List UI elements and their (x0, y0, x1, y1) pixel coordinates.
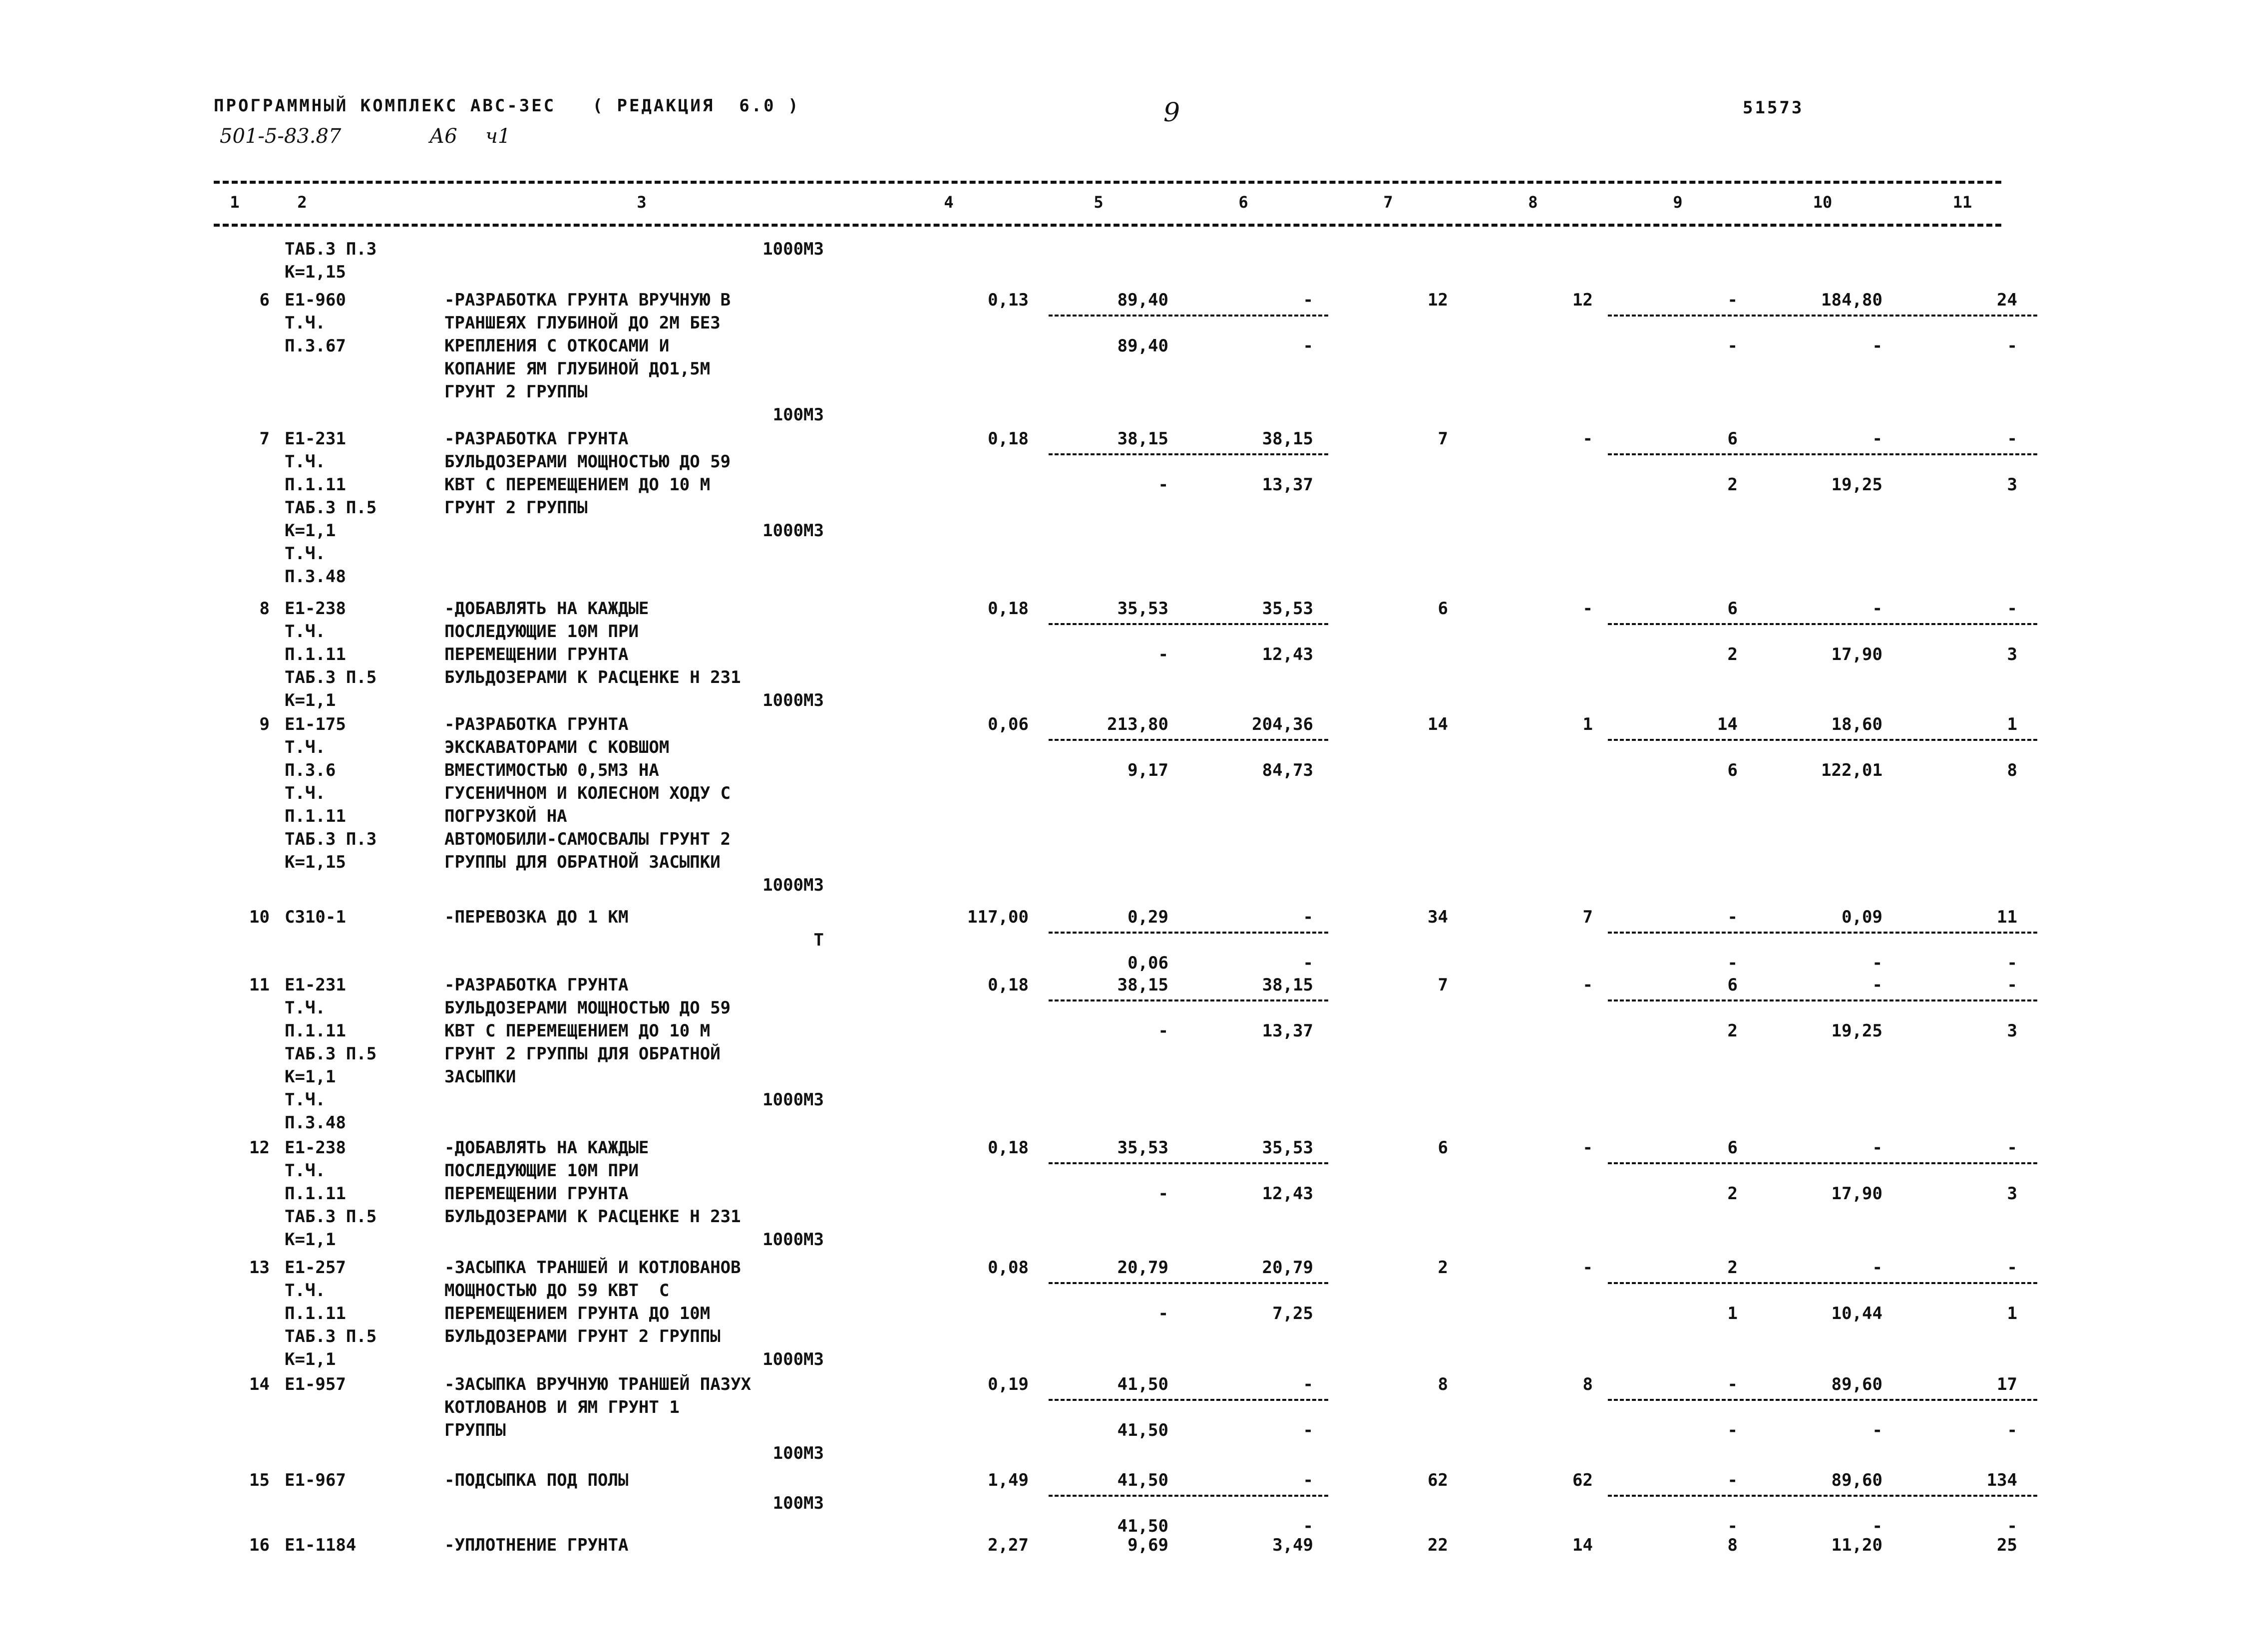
row-description-line: -РАЗРАБОТКА ГРУНТА ВРУЧНУЮ В (444, 290, 731, 310)
value-c10a: - (1872, 1258, 1882, 1278)
row-description-line: БУЛЬДОЗЕРАМИ К РАСЦЕНКЕ Н 231 (444, 1207, 741, 1227)
row-description-line: ЭКСКАВАТОРАМИ С КОВШОМ (444, 737, 670, 757)
row-code-line: К=1,15 (285, 852, 346, 872)
value-c6b: 7,25 (1272, 1304, 1313, 1323)
value-c6b: 12,43 (1262, 1184, 1313, 1204)
row-description-line: -ДОБАВЛЯТЬ НА КАЖДЫЕ (444, 1138, 649, 1158)
column-number-1: 1 (230, 193, 240, 212)
row-number: 6 (259, 290, 270, 310)
value-c10a: - (1872, 975, 1882, 995)
value-c10a: - (1872, 429, 1882, 449)
value-c5a: 20,79 (1117, 1258, 1168, 1278)
row-divider (1049, 1495, 1328, 1497)
row-divider (1608, 453, 2037, 455)
value-c11b: - (2007, 1516, 2017, 1536)
row-code-line: Т.Ч. (285, 313, 326, 333)
value-c5a: 38,15 (1117, 975, 1168, 995)
value-c5b: 41,50 (1117, 1516, 1168, 1536)
value-c5b: - (1158, 1304, 1168, 1323)
row-divider (1608, 739, 2037, 741)
value-c8: 14 (1572, 1535, 1593, 1555)
row-unit: 100М3 (772, 1493, 824, 1513)
value-c10b: - (1872, 1420, 1882, 1440)
value-c5b: - (1158, 475, 1168, 495)
value-c7: 14 (1428, 714, 1448, 734)
value-c6a: 38,15 (1262, 429, 1313, 449)
row-description-line: ПЕРЕМЕЩЕНИИ ГРУНТА (444, 645, 629, 664)
value-c7: 2 (1438, 1258, 1448, 1278)
carryover-code-line-1: ТАБ.3 П.3 (285, 239, 377, 259)
value-c4: 2,27 (988, 1535, 1029, 1555)
row-description-line: -ПЕРЕВОЗКА ДО 1 КМ (444, 907, 629, 927)
row-number: 16 (249, 1535, 270, 1555)
value-c5a: 35,53 (1117, 1138, 1168, 1158)
row-code-line: Е1-967 (285, 1470, 346, 1490)
value-c4: 0,13 (988, 290, 1029, 310)
row-code-line: ТАБ.3 П.5 (285, 667, 377, 687)
value-c9b: - (1727, 1420, 1738, 1440)
value-c9a: 8 (1727, 1535, 1738, 1555)
row-description-line: ГУСЕНИЧНОМ И КОЛЕСНОМ ХОДУ С (444, 783, 731, 803)
value-c6a: 204,36 (1252, 714, 1313, 734)
value-c7: 22 (1428, 1535, 1448, 1555)
value-c9a: 14 (1717, 714, 1738, 734)
value-c7: 12 (1428, 290, 1448, 310)
carryover-code-line-2: К=1,15 (285, 262, 346, 282)
row-description-line: ГРУНТ 2 ГРУППЫ (444, 498, 588, 518)
row-description-line: БУЛЬДОЗЕРАМИ МОЩНОСТЬЮ ДО 59 (444, 998, 731, 1018)
row-divider (1049, 1282, 1328, 1284)
value-c5b: - (1158, 645, 1168, 664)
row-description-line: -ПОДСЫПКА ПОД ПОЛЫ (444, 1470, 629, 1490)
value-c11a: 1 (2007, 714, 2017, 734)
value-c9a: - (1727, 1374, 1738, 1394)
value-c7: 62 (1428, 1470, 1448, 1490)
row-code-line: Е1-231 (285, 429, 346, 449)
value-c6a: - (1303, 1374, 1313, 1394)
value-c11b: 3 (2007, 475, 2017, 495)
row-description-line: ВМЕСТИМОСТЬЮ 0,5М3 НА (444, 760, 659, 780)
row-divider (1608, 1399, 2037, 1401)
document-number: 51573 (1743, 98, 1804, 118)
row-code-line: К=1,1 (285, 1349, 336, 1369)
value-c4: 0,08 (988, 1258, 1029, 1278)
row-description-line: -ЗАСЫПКА ВРУЧНУЮ ТРАНШЕЙ ПАЗУХ (444, 1374, 751, 1394)
value-c6b: - (1303, 953, 1313, 973)
column-number-4: 4 (944, 193, 954, 212)
row-description-line: БУЛЬДОЗЕРАМИ МОЩНОСТЬЮ ДО 59 (444, 452, 731, 472)
row-unit: 1000М3 (762, 690, 824, 710)
value-c11b: 8 (2007, 760, 2017, 780)
row-description-line: АВТОМОБИЛИ-САМОСВАЛЫ ГРУНТ 2 (444, 829, 731, 849)
column-number-5: 5 (1094, 193, 1104, 212)
row-code-line: П.1.11 (285, 1304, 346, 1323)
value-c4: 0,18 (988, 429, 1029, 449)
row-code-line: Т.Ч. (285, 1090, 326, 1110)
row-number: 13 (249, 1258, 270, 1278)
row-description-line: -РАЗРАБОТКА ГРУНТА (444, 714, 629, 734)
row-code-line: ТАБ.3 П.5 (285, 498, 377, 518)
row-description-line: БУЛЬДОЗЕРАМИ ГРУНТ 2 ГРУППЫ (444, 1326, 721, 1346)
value-c11a: 11 (1997, 907, 2017, 927)
row-divider (1049, 1399, 1328, 1401)
value-c10b: - (1872, 336, 1882, 356)
row-description-line: ГРУНТ 2 ГРУППЫ (444, 382, 588, 402)
album-label: А6 (429, 125, 457, 148)
row-code-line: Т.Ч. (285, 1161, 326, 1181)
value-c5b: 41,50 (1117, 1420, 1168, 1440)
row-description-line: МОЩНОСТЬЮ ДО 59 КВТ С (444, 1281, 670, 1301)
column-number-6: 6 (1238, 193, 1248, 212)
value-c11a: 134 (1986, 1470, 2017, 1490)
row-number: 9 (259, 714, 270, 734)
row-code-line: Е1-175 (285, 714, 346, 734)
row-unit: 1000М3 (762, 1230, 824, 1250)
row-code-line: С310-1 (285, 907, 346, 927)
value-c10a: 0,09 (1842, 907, 1882, 927)
value-c8: - (1582, 1138, 1593, 1158)
value-c11b: 3 (2007, 1021, 2017, 1041)
value-c10b: 19,25 (1831, 475, 1882, 495)
value-c11b: 3 (2007, 645, 2017, 664)
value-c9a: - (1727, 907, 1738, 927)
row-code-line: Т.Ч. (285, 783, 326, 803)
value-c9a: - (1727, 1470, 1738, 1490)
value-c5a: 38,15 (1117, 429, 1168, 449)
value-c6b: 84,73 (1262, 760, 1313, 780)
value-c4: 0,18 (988, 1138, 1029, 1158)
value-c9b: 2 (1727, 1021, 1738, 1041)
row-description-line: КОТЛОВАНОВ И ЯМ ГРУНТ 1 (444, 1397, 680, 1417)
value-c6b: - (1303, 1516, 1313, 1536)
row-code-line: П.1.11 (285, 1184, 346, 1204)
value-c11b: - (2007, 336, 2017, 356)
value-c10b: 17,90 (1831, 1184, 1882, 1204)
row-description-line: ГРУППЫ ДЛЯ ОБРАТНОЙ ЗАСЫПКИ (444, 852, 721, 872)
album-suffix: ч1 (485, 125, 511, 148)
value-c5a: 41,50 (1117, 1470, 1168, 1490)
value-c5b: 89,40 (1117, 336, 1168, 356)
value-c10a: 11,20 (1831, 1535, 1882, 1555)
row-code-line: Т.Ч. (285, 1281, 326, 1301)
value-c10a: 89,60 (1831, 1470, 1882, 1490)
row-code-line: Е1-238 (285, 599, 346, 619)
column-number-8: 8 (1528, 193, 1538, 212)
value-c11b: - (2007, 1420, 2017, 1440)
row-code-line: ТАБ.3 П.5 (285, 1326, 377, 1346)
value-c11a: 25 (1997, 1535, 2017, 1555)
row-divider (1049, 1162, 1328, 1164)
row-description-line: ТРАНШЕЯХ ГЛУБИНОЙ ДО 2М БЕЗ (444, 313, 721, 333)
value-c9b: - (1727, 336, 1738, 356)
value-c10a: 184,80 (1821, 290, 1882, 310)
value-c6b: - (1303, 336, 1313, 356)
value-c11a: - (2007, 429, 2017, 449)
row-code-line: Е1-257 (285, 1258, 346, 1278)
row-description-line: КВТ С ПЕРЕМЕЩЕНИЕМ ДО 10 М (444, 1021, 711, 1041)
row-description-line: ГРУНТ 2 ГРУППЫ ДЛЯ ОБРАТНОЙ (444, 1044, 721, 1064)
row-code-line: К=1,1 (285, 690, 336, 710)
row-code-line: Т.Ч. (285, 622, 326, 642)
value-c4: 0,18 (988, 599, 1029, 619)
value-c4: 0,19 (988, 1374, 1029, 1394)
row-description-line: ЗАСЫПКИ (444, 1067, 516, 1087)
value-c10b: 10,44 (1831, 1304, 1882, 1323)
column-number-2: 2 (297, 193, 307, 212)
value-c6a: 20,79 (1262, 1258, 1313, 1278)
value-c8: 62 (1572, 1470, 1593, 1490)
value-c7: 8 (1438, 1374, 1448, 1394)
row-unit: Т (813, 930, 824, 950)
row-divider (1608, 1282, 2037, 1284)
row-code-line: К=1,1 (285, 521, 336, 541)
value-c11a: 24 (1997, 290, 2017, 310)
carryover-unit: 1000М3 (762, 239, 824, 259)
value-c10b: - (1872, 1516, 1882, 1536)
row-code-line: ТАБ.3 П.3 (285, 829, 377, 849)
row-code-line: П.3.48 (285, 567, 346, 587)
row-description-line: ПОГРУЗКОЙ НА (444, 806, 567, 826)
row-description-line: ГРУППЫ (444, 1420, 506, 1440)
row-code-line: ТАБ.3 П.5 (285, 1207, 377, 1227)
row-divider (1608, 1495, 2037, 1497)
value-c5b: 0,06 (1127, 953, 1168, 973)
value-c9b: - (1727, 1516, 1738, 1536)
value-c7: 7 (1438, 429, 1448, 449)
row-number: 12 (249, 1138, 270, 1158)
value-c8: - (1582, 429, 1593, 449)
value-c8: - (1582, 1258, 1593, 1278)
value-c10b: - (1872, 953, 1882, 973)
value-c11b: 3 (2007, 1184, 2017, 1204)
value-c9a: 6 (1727, 1138, 1738, 1158)
row-number: 14 (249, 1374, 270, 1394)
row-unit: 100М3 (772, 405, 824, 425)
row-code-line: П.1.11 (285, 806, 346, 826)
column-number-9: 9 (1673, 193, 1683, 212)
column-number-7: 7 (1383, 193, 1393, 212)
value-c6a: 35,53 (1262, 1138, 1313, 1158)
row-code-line: Е1-957 (285, 1374, 346, 1394)
row-code-line: П.1.11 (285, 645, 346, 664)
page-number: 9 (1163, 98, 1180, 128)
row-number: 15 (249, 1470, 270, 1490)
value-c9b: 2 (1727, 645, 1738, 664)
value-c9b: 2 (1727, 1184, 1738, 1204)
value-c5b: - (1158, 1021, 1168, 1041)
header-rule-bottom (214, 224, 2001, 227)
row-divider (1049, 739, 1328, 741)
row-divider (1608, 932, 2037, 934)
value-c8: 1 (1582, 714, 1593, 734)
value-c8: - (1582, 975, 1593, 995)
row-number: 7 (259, 429, 270, 449)
row-code-line: П.1.11 (285, 475, 346, 495)
row-number: 8 (259, 599, 270, 619)
value-c9a: - (1727, 290, 1738, 310)
value-c9a: 2 (1727, 1258, 1738, 1278)
value-c6a: 38,15 (1262, 975, 1313, 995)
row-unit: 1000М3 (762, 1090, 824, 1110)
value-c10a: - (1872, 599, 1882, 619)
row-code-line: П.3.6 (285, 760, 336, 780)
column-number-3: 3 (637, 193, 647, 212)
value-c9b: 1 (1727, 1304, 1738, 1323)
row-code-line: Т.Ч. (285, 452, 326, 472)
value-c9a: 6 (1727, 975, 1738, 995)
value-c10a: - (1872, 1138, 1882, 1158)
row-description-line: КРЕПЛЕНИЯ С ОТКОСАМИ И (444, 336, 670, 356)
row-description-line: КВТ С ПЕРЕМЕЩЕНИЕМ ДО 10 М (444, 475, 711, 495)
value-c5b: 9,17 (1127, 760, 1168, 780)
value-c11a: 17 (1997, 1374, 2017, 1394)
value-c9b: 6 (1727, 760, 1738, 780)
row-divider (1049, 315, 1328, 317)
row-description-line: -УПЛОТНЕНИЕ ГРУНТА (444, 1535, 629, 1555)
row-code-line: П.3.67 (285, 336, 346, 356)
row-divider (1049, 623, 1328, 625)
row-description-line: ПЕРЕМЕЩЕНИЕМ ГРУНТА ДО 10М (444, 1304, 711, 1323)
value-c8: 7 (1582, 907, 1593, 927)
value-c6a: - (1303, 1470, 1313, 1490)
value-c11a: - (2007, 975, 2017, 995)
value-c4: 1,49 (988, 1470, 1029, 1490)
value-c6a: - (1303, 907, 1313, 927)
row-description-line: -РАЗРАБОТКА ГРУНТА (444, 975, 629, 995)
value-c10a: 18,60 (1831, 714, 1882, 734)
program-title: ПРОГРАММНЫЙ КОМПЛЕКС АВС-ЗЕС ( РЕДАКЦИЯ 6.0 ) (214, 96, 800, 116)
row-description-line: -ДОБАВЛЯТЬ НА КАЖДЫЕ (444, 599, 649, 619)
row-number: 11 (249, 975, 270, 995)
row-code-line: Е1-231 (285, 975, 346, 995)
value-c9b: - (1727, 953, 1738, 973)
column-number-11: 11 (1952, 193, 1972, 212)
value-c5a: 89,40 (1117, 290, 1168, 310)
value-c5a: 9,69 (1127, 1535, 1168, 1555)
row-code-line: Е1-1184 (285, 1535, 357, 1555)
value-c4: 0,06 (988, 714, 1029, 734)
value-c9b: 2 (1727, 475, 1738, 495)
row-divider (1049, 453, 1328, 455)
value-c11b: - (2007, 953, 2017, 973)
value-c5a: 0,29 (1127, 907, 1168, 927)
project-code: 501-5-83.87 (220, 125, 342, 148)
row-unit: 1000М3 (762, 875, 824, 895)
value-c7: 34 (1428, 907, 1448, 927)
row-description-line: КОПАНИЕ ЯМ ГЛУБИНОЙ ДО1,5М (444, 359, 711, 379)
row-code-line: Е1-960 (285, 290, 346, 310)
row-unit: 1000М3 (762, 1349, 824, 1369)
value-c8: - (1582, 599, 1593, 619)
row-divider (1049, 932, 1328, 934)
row-description-line: ПОСЛЕДУЮЩИЕ 10М ПРИ (444, 1161, 639, 1181)
row-divider (1608, 623, 2037, 625)
row-divider (1608, 1162, 2037, 1164)
row-code-line: П.3.48 (285, 1113, 346, 1133)
row-description-line: -ЗАСЫПКА ТРАНШЕЙ И КОТЛОВАНОВ (444, 1258, 741, 1278)
value-c4: 117,00 (967, 907, 1029, 927)
value-c10b: 17,90 (1831, 645, 1882, 664)
value-c11a: - (2007, 1258, 2017, 1278)
row-divider (1049, 999, 1328, 1001)
header-rule-top (214, 181, 2001, 184)
value-c8: 12 (1572, 290, 1593, 310)
value-c6b: 13,37 (1262, 1021, 1313, 1041)
value-c9a: 6 (1727, 429, 1738, 449)
row-code-line: Т.Ч. (285, 544, 326, 564)
value-c5a: 35,53 (1117, 599, 1168, 619)
row-unit: 1000М3 (762, 521, 824, 541)
value-c4: 0,18 (988, 975, 1029, 995)
row-code-line: К=1,1 (285, 1230, 336, 1250)
value-c11a: - (2007, 599, 2017, 619)
value-c10b: 19,25 (1831, 1021, 1882, 1041)
value-c6a: 3,49 (1272, 1535, 1313, 1555)
row-code-line: Е1-238 (285, 1138, 346, 1158)
column-number-10: 10 (1813, 193, 1833, 212)
value-c6b: 12,43 (1262, 645, 1313, 664)
value-c9a: 6 (1727, 599, 1738, 619)
row-code-line: Т.Ч. (285, 998, 326, 1018)
row-number: 10 (249, 907, 270, 927)
row-code-line: П.1.11 (285, 1021, 346, 1041)
row-description-line: -РАЗРАБОТКА ГРУНТА (444, 429, 629, 449)
value-c6a: - (1303, 290, 1313, 310)
row-description-line: ПЕРЕМЕЩЕНИИ ГРУНТА (444, 1184, 629, 1204)
value-c7: 7 (1438, 975, 1448, 995)
row-code-line: Т.Ч. (285, 737, 326, 757)
row-divider (1608, 999, 2037, 1001)
value-c5a: 213,80 (1107, 714, 1168, 734)
value-c7: 6 (1438, 599, 1448, 619)
value-c6b: 13,37 (1262, 475, 1313, 495)
value-c7: 6 (1438, 1138, 1448, 1158)
row-divider (1608, 315, 2037, 317)
row-code-line: ТАБ.3 П.5 (285, 1044, 377, 1064)
value-c5b: - (1158, 1184, 1168, 1204)
value-c11b: 1 (2007, 1304, 2017, 1323)
value-c6a: 35,53 (1262, 599, 1313, 619)
row-description-line: ПОСЛЕДУЮЩИЕ 10М ПРИ (444, 622, 639, 642)
value-c10b: 122,01 (1821, 760, 1882, 780)
row-unit: 100М3 (772, 1443, 824, 1463)
value-c6b: - (1303, 1420, 1313, 1440)
row-description-line: БУЛЬДОЗЕРАМИ К РАСЦЕНКЕ Н 231 (444, 667, 741, 687)
value-c10a: 89,60 (1831, 1374, 1882, 1394)
value-c8: 8 (1582, 1374, 1593, 1394)
row-code-line: К=1,1 (285, 1067, 336, 1087)
value-c11a: - (2007, 1138, 2017, 1158)
value-c5a: 41,50 (1117, 1374, 1168, 1394)
